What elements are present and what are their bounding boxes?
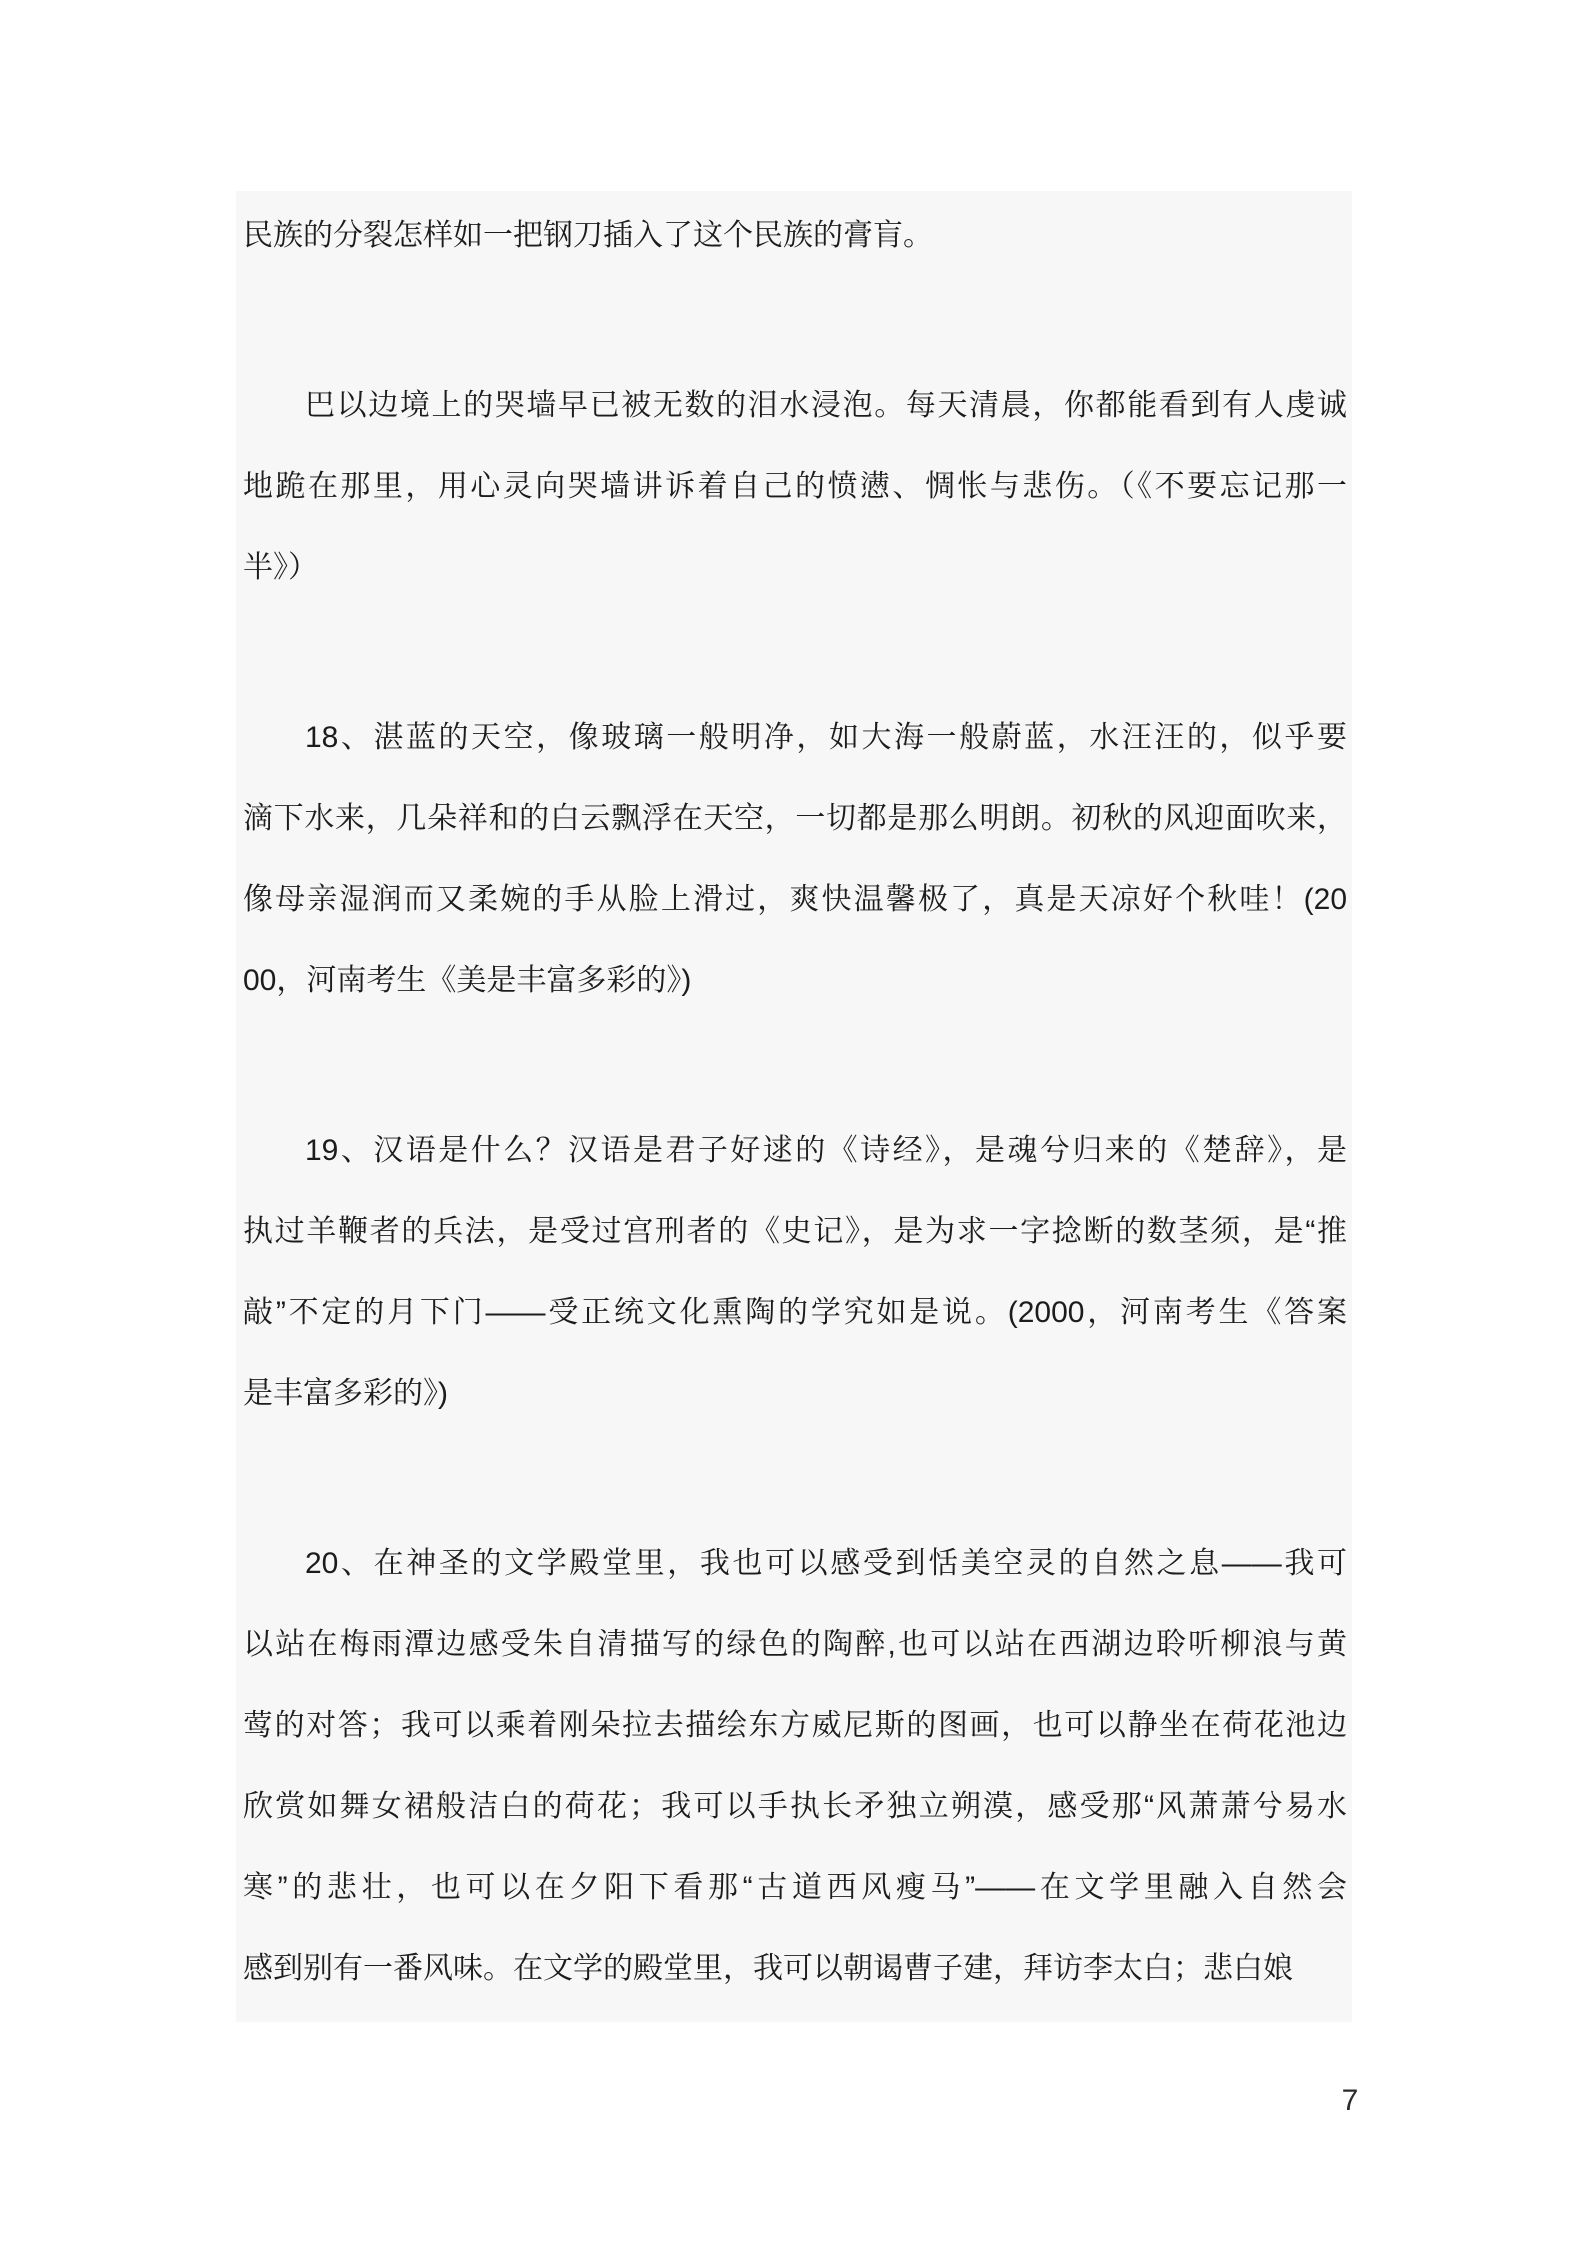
- text-line: 像母亲湿润而又柔婉的手从脸上滑过，爽快温馨极了，真是天凉好个秋哇！(20: [243, 883, 1347, 916]
- text-line: 半》）: [243, 551, 318, 584]
- text-line: 19、汉语是什么？汉语是君子好逑的《诗经》，是魂兮归来的《楚辞》，是: [305, 1134, 1347, 1167]
- text-line: 欣赏如舞女裙般洁白的荷花；我可以手执长矛独立朔漠，感受那“风萧萧兮易水: [243, 1790, 1347, 1823]
- content-block: [236, 191, 1352, 2022]
- text-line: 是丰富多彩的》): [243, 1377, 448, 1410]
- text-line: 寒”的悲壮，也可以在夕阳下看那“古道西风瘦马”——在文学里融入自然会: [243, 1871, 1347, 1904]
- text-line: 00，河南考生《美是丰富多彩的》): [243, 964, 692, 997]
- text-line: 感到别有一番风味。在文学的殿堂里，我可以朝谒曹子建，拜访李太白；悲白娘: [243, 1952, 1293, 1985]
- text-line: 敲”不定的月下门——受正统文化熏陶的学究如是说。(2000，河南考生《答案: [243, 1296, 1347, 1329]
- text-line: 莺的对答；我可以乘着刚朵拉去描绘东方威尼斯的图画，也可以静坐在荷花池边: [243, 1709, 1347, 1742]
- paragraph: [243, 365, 1347, 608]
- paragraph: [243, 1110, 1347, 1434]
- text-line: 巴以边境上的哭墙早已被无数的泪水浸泡。每天清晨，你都能看到有人虔诚: [305, 389, 1347, 422]
- text-line: 执过羊鞭者的兵法，是受过宫刑者的《史记》，是为求一字捻断的数茎须，是“推: [243, 1215, 1347, 1248]
- paragraph: [243, 195, 1347, 276]
- text-line: 地跪在那里，用心灵向哭墙讲诉着自己的愤懑、惆怅与悲伤。（《不要忘记那一: [243, 470, 1347, 503]
- paragraph: [243, 697, 1347, 1021]
- text-line: 民族的分裂怎样如一把钢刀插入了这个民族的膏肓。: [243, 219, 933, 252]
- paragraph: [243, 1523, 1347, 2009]
- text-line: 20、在神圣的文学殿堂里，我也可以感受到恬美空灵的自然之息——我可: [305, 1547, 1347, 1580]
- text-line: 滴下水来，几朵祥和的白云飘浮在天空，一切都是那么明朗。初秋的风迎面吹来，: [243, 802, 1347, 835]
- text-line: 以站在梅雨潭边感受朱自清描写的绿色的陶醉,也可以站在西湖边聆听柳浪与黄: [243, 1628, 1347, 1661]
- page-number: 7: [1322, 2078, 1378, 2124]
- text-line: 18、湛蓝的天空，像玻璃一般明净，如大海一般蔚蓝，水汪汪的，似乎要: [305, 721, 1347, 754]
